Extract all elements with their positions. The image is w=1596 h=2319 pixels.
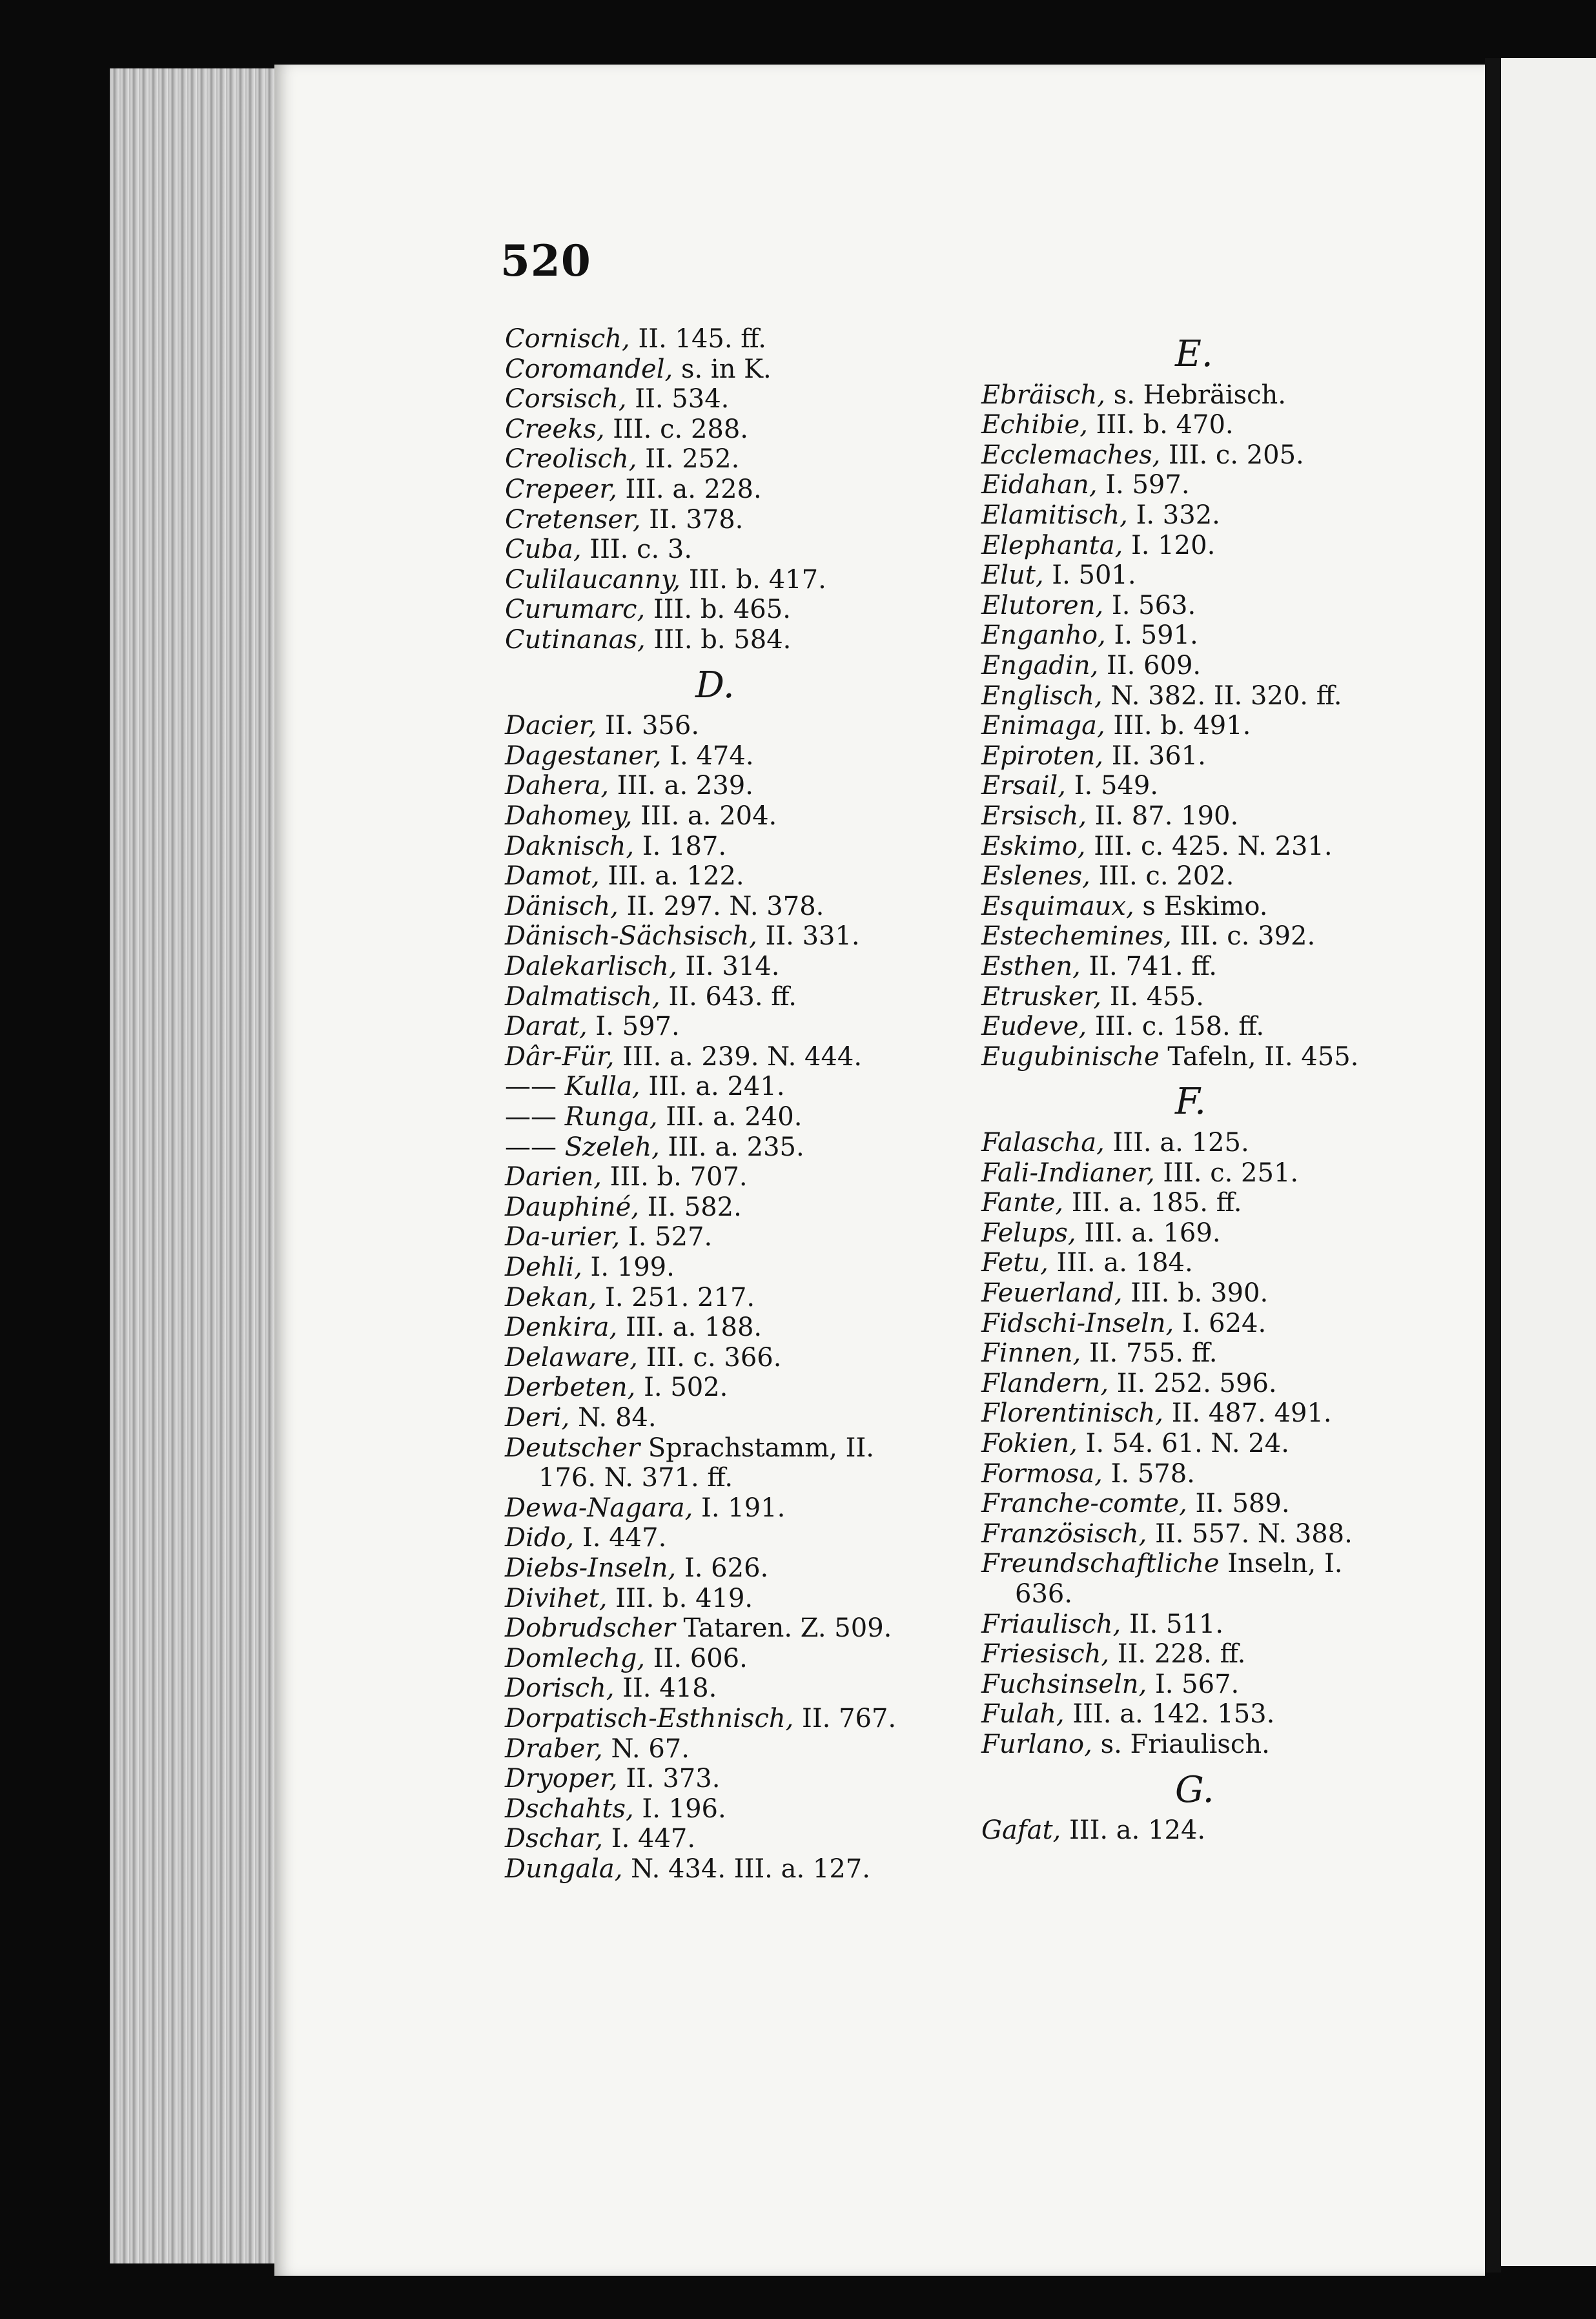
index-term: Engadin, bbox=[981, 651, 1099, 680]
index-term: Esquimaux, bbox=[981, 891, 1134, 921]
book-page-edges bbox=[110, 68, 281, 2263]
index-entry bbox=[981, 620, 1198, 650]
index-entry bbox=[981, 591, 1196, 620]
index-reference: III. c. 392. bbox=[1180, 921, 1316, 952]
index-reference: Tataren. Z. 509. bbox=[683, 1613, 892, 1644]
index-reference: II. 314. bbox=[685, 952, 780, 981]
index-reference: III. a. 235. bbox=[668, 1132, 804, 1162]
index-entry bbox=[505, 1132, 804, 1162]
index-term: Freundschaftliche bbox=[981, 1549, 1220, 1579]
index-reference: II. 741. ff. bbox=[1089, 952, 1217, 981]
index-entry bbox=[981, 470, 1190, 500]
index-reference: II. 418. bbox=[622, 1673, 717, 1704]
index-entry bbox=[981, 892, 1267, 921]
index-reference: III. b. 491. bbox=[1113, 711, 1251, 741]
index-reference: II. 487. 491. bbox=[1171, 1398, 1332, 1429]
index-reference: III. a. 240. bbox=[666, 1102, 803, 1132]
index-term: Ebräisch, bbox=[981, 380, 1105, 410]
index-entry bbox=[505, 1343, 781, 1373]
index-term: Eskimo, bbox=[981, 831, 1086, 861]
index-reference: III. a. 142. 153. bbox=[1072, 1699, 1275, 1730]
index-term: Creeks, bbox=[505, 414, 605, 444]
index-term: Eudeve, bbox=[981, 1012, 1087, 1042]
index-entry bbox=[981, 1012, 1264, 1041]
index-entry bbox=[505, 1794, 726, 1824]
index-term: Dâr-Für, bbox=[505, 1041, 615, 1072]
index-reference: II. 228. ff. bbox=[1117, 1639, 1246, 1670]
index-reference: s. in K. bbox=[680, 354, 772, 384]
index-reference: II. 609. bbox=[1107, 651, 1202, 680]
index-reference: III. b. 707. bbox=[609, 1162, 748, 1192]
index-term: Eugubinische bbox=[981, 1041, 1160, 1072]
index-reference: I. 191. bbox=[701, 1493, 786, 1523]
index-reference: III. a. 241. bbox=[648, 1072, 785, 1102]
index-reference: III. b. 470. bbox=[1096, 410, 1234, 440]
index-term: Runga, bbox=[564, 1102, 658, 1132]
index-reference: N. 67. bbox=[611, 1733, 690, 1764]
index-entry bbox=[981, 1579, 1072, 1609]
index-term: Coromandel, bbox=[505, 354, 673, 384]
index-entry bbox=[505, 1764, 720, 1793]
index-entry bbox=[505, 1373, 728, 1402]
index-term: Französisch, bbox=[981, 1518, 1147, 1549]
index-reference: I. 199. bbox=[590, 1252, 675, 1282]
index-reference: I. 597. bbox=[1105, 470, 1190, 500]
index-entry bbox=[981, 440, 1304, 470]
index-entry bbox=[505, 1644, 748, 1673]
index-reference: III. a. 228. bbox=[625, 475, 762, 504]
index-term: Elut, bbox=[981, 560, 1044, 591]
index-reference: II. 252. 596. bbox=[1116, 1368, 1277, 1398]
index-term: Dauphiné, bbox=[505, 1192, 639, 1222]
index-entry bbox=[505, 892, 824, 921]
index-entry bbox=[505, 1854, 870, 1884]
index-reference: III. b. 390. bbox=[1130, 1278, 1269, 1308]
index-reference: III. b. 465. bbox=[653, 595, 791, 625]
index-reference: III. c. 366. bbox=[646, 1342, 782, 1373]
index-reference: III. c. 3. bbox=[589, 535, 693, 565]
index-term: Falascha, bbox=[981, 1128, 1105, 1158]
index-term: Dryoper, bbox=[505, 1764, 618, 1794]
index-reference: III. b. 417. bbox=[688, 564, 826, 595]
index-entry bbox=[981, 531, 1215, 560]
index-entry bbox=[505, 1613, 892, 1643]
index-term: Flandern, bbox=[981, 1368, 1109, 1398]
index-entry bbox=[505, 595, 791, 624]
index-term: Denkira, bbox=[505, 1313, 618, 1343]
index-entry bbox=[505, 1493, 785, 1523]
index-entry bbox=[505, 625, 791, 655]
index-term: Dorpatisch-Esthnisch, bbox=[505, 1704, 794, 1733]
index-term: Dagestaner, bbox=[505, 741, 662, 771]
index-reference: II. 534. bbox=[635, 384, 730, 414]
index-term: Friesisch, bbox=[981, 1639, 1110, 1670]
index-entry bbox=[981, 1459, 1195, 1489]
facing-page-strip bbox=[1501, 58, 1596, 2266]
page-number: 520 bbox=[500, 236, 591, 286]
index-term: Crepeer, bbox=[505, 475, 617, 504]
index-reference: III. a. 124. bbox=[1069, 1815, 1206, 1846]
index-entry bbox=[981, 771, 1158, 801]
index-term: Estechemines, bbox=[981, 921, 1172, 952]
index-term: Englisch, bbox=[981, 680, 1103, 711]
index-entry bbox=[981, 1128, 1249, 1158]
index-term: Formosa, bbox=[981, 1458, 1103, 1489]
index-reference: I. 567. bbox=[1154, 1669, 1240, 1699]
index-reference: III. b. 584. bbox=[653, 625, 792, 655]
index-entry bbox=[981, 1639, 1245, 1669]
index-entry bbox=[505, 1102, 802, 1132]
index-term: Culilaucanny, bbox=[505, 564, 681, 595]
index-term: Dänisch-Sächsisch, bbox=[505, 921, 757, 952]
index-entry bbox=[505, 952, 779, 981]
index-reference: III. a. 169. bbox=[1084, 1218, 1221, 1248]
index-entry bbox=[505, 324, 766, 354]
index-reference: III. a. 184. bbox=[1056, 1248, 1193, 1278]
index-reference: III. a. 185. ff. bbox=[1071, 1188, 1242, 1218]
index-reference: II. 378. bbox=[649, 504, 744, 535]
index-reference: I. 578. bbox=[1110, 1458, 1195, 1489]
index-reference: II. 582. bbox=[647, 1192, 742, 1222]
index-entry bbox=[981, 861, 1234, 891]
index-reference: Tafeln, II. 455. bbox=[1167, 1041, 1359, 1072]
index-term: Finnen, bbox=[981, 1338, 1081, 1369]
index-term: Dewa-Nagara, bbox=[505, 1493, 693, 1523]
index-term: Dehli, bbox=[505, 1252, 582, 1282]
index-reference: I. 549. bbox=[1074, 771, 1159, 801]
index-term: Darat, bbox=[505, 1012, 588, 1042]
index-entry bbox=[981, 952, 1217, 981]
section-letter-heading: E. bbox=[1175, 333, 1213, 375]
index-reference: I. 332. bbox=[1136, 500, 1220, 530]
index-term: Domlechg, bbox=[505, 1643, 646, 1673]
index-entry bbox=[981, 982, 1204, 1012]
index-reference: I. 563. bbox=[1111, 590, 1196, 620]
index-term: Dschar, bbox=[505, 1824, 604, 1854]
index-reference: II. 643. ff. bbox=[668, 981, 797, 1012]
section-letter-heading: G. bbox=[1175, 1768, 1214, 1811]
index-entry bbox=[981, 1549, 1343, 1578]
index-entry bbox=[505, 1252, 675, 1282]
index-entry bbox=[981, 1815, 1205, 1845]
index-reference: II. 87. 190. bbox=[1094, 801, 1239, 831]
index-entry bbox=[505, 1192, 742, 1222]
index-entry bbox=[505, 921, 860, 951]
index-reference: II. 767. bbox=[802, 1704, 897, 1733]
index-reference: III. a. 122. bbox=[608, 861, 744, 892]
index-reference: I. 624. bbox=[1182, 1308, 1267, 1338]
index-entry bbox=[505, 1433, 874, 1463]
index-entry bbox=[981, 380, 1286, 410]
index-term: Damot, bbox=[505, 861, 600, 892]
index-term: Curumarc, bbox=[505, 595, 646, 625]
index-term: Dobrudscher bbox=[505, 1613, 675, 1644]
index-term: Gafat, bbox=[981, 1815, 1061, 1846]
index-entry bbox=[505, 832, 726, 861]
index-term: Dahera, bbox=[505, 771, 609, 801]
index-reference: I. 196. bbox=[642, 1793, 726, 1824]
index-reference: II. 297. N. 378. bbox=[626, 891, 824, 921]
index-reference: Sprachstamm, II. bbox=[648, 1433, 874, 1463]
index-reference: III. a. 239. N. 444. bbox=[622, 1041, 863, 1072]
index-reference: III. c. 205. bbox=[1169, 440, 1304, 470]
index-entry bbox=[981, 1338, 1217, 1368]
index-reference: II. 511. bbox=[1129, 1609, 1224, 1639]
index-entry bbox=[505, 354, 772, 384]
index-term: Dahomey, bbox=[505, 801, 633, 831]
index-term: Darien, bbox=[505, 1162, 602, 1192]
ditto-dash: —— bbox=[505, 1072, 565, 1102]
index-entry bbox=[505, 1463, 733, 1493]
index-entry bbox=[505, 414, 748, 444]
index-entry bbox=[981, 681, 1342, 711]
index-reference: II. 361. bbox=[1111, 741, 1206, 771]
index-reference: I. 501. bbox=[1052, 560, 1136, 591]
index-term: Creolisch, bbox=[505, 444, 637, 475]
index-reference: III. c. 202. bbox=[1098, 861, 1234, 892]
index-entry bbox=[505, 982, 797, 1012]
index-entry bbox=[981, 1278, 1268, 1308]
index-reference: s Eskimo. bbox=[1142, 891, 1268, 921]
index-term: Eslenes, bbox=[981, 861, 1090, 892]
index-term: Elamitisch, bbox=[981, 500, 1128, 530]
index-entry bbox=[981, 1609, 1223, 1639]
index-reference: I. 251. 217. bbox=[605, 1282, 755, 1313]
index-reference: II. 606. bbox=[653, 1643, 748, 1673]
index-term: Epiroten, bbox=[981, 741, 1104, 771]
index-term: Dalmatisch, bbox=[505, 981, 660, 1012]
index-term: Friaulisch, bbox=[981, 1609, 1121, 1639]
index-reference: I. 447. bbox=[582, 1523, 667, 1553]
index-term: Etrusker, bbox=[981, 981, 1102, 1012]
index-term: Fidschi-Inseln, bbox=[981, 1308, 1174, 1338]
index-entry bbox=[981, 801, 1238, 831]
index-reference: I. 474. bbox=[670, 741, 754, 771]
index-term: Fuchsinseln, bbox=[981, 1669, 1147, 1699]
index-entry bbox=[981, 741, 1206, 771]
index-term: Dacier, bbox=[505, 711, 597, 741]
index-reference: I. 54. 61. N. 24. bbox=[1085, 1429, 1289, 1458]
index-term: Divihet, bbox=[505, 1583, 608, 1613]
index-reference: II. 373. bbox=[626, 1764, 721, 1794]
index-entry bbox=[505, 1734, 690, 1764]
index-reference: III. a. 125. bbox=[1112, 1128, 1249, 1158]
index-entry bbox=[981, 1699, 1274, 1729]
ditto-dash: —— bbox=[505, 1102, 565, 1132]
index-reference: III. c. 288. bbox=[613, 414, 749, 444]
index-entry bbox=[505, 741, 754, 771]
index-reference: II. 252. bbox=[645, 444, 740, 475]
index-term: Cornisch, bbox=[505, 324, 630, 354]
ditto-dash: —— bbox=[505, 1132, 565, 1162]
index-term: Szeleh, bbox=[564, 1132, 660, 1162]
index-entry bbox=[505, 1704, 896, 1733]
index-reference: I. 120. bbox=[1131, 530, 1216, 560]
index-entry bbox=[505, 1283, 755, 1313]
index-term: Cuba, bbox=[505, 535, 582, 565]
index-entry bbox=[981, 1670, 1239, 1699]
index-entry bbox=[505, 535, 692, 564]
index-reference: I. 447. bbox=[611, 1824, 696, 1854]
index-reference: Inseln, I. bbox=[1227, 1549, 1343, 1579]
section-letter-heading: D. bbox=[695, 664, 735, 706]
index-entry bbox=[505, 1523, 666, 1553]
index-entry bbox=[505, 801, 777, 831]
index-reference: II. 331. bbox=[765, 921, 860, 952]
index-term: Furlano, bbox=[981, 1730, 1092, 1759]
index-term: Esthen, bbox=[981, 952, 1081, 981]
index-term: Fali-Indianer, bbox=[981, 1158, 1155, 1188]
index-reference: 636. bbox=[1015, 1579, 1073, 1609]
index-term: Dido, bbox=[505, 1523, 575, 1553]
index-entry bbox=[505, 1403, 657, 1433]
index-entry bbox=[981, 1158, 1298, 1188]
index-term: Cretenser, bbox=[505, 504, 641, 535]
index-term: Fulah, bbox=[981, 1699, 1065, 1730]
index-term: Enganho, bbox=[981, 620, 1106, 651]
index-term: Felups, bbox=[981, 1218, 1076, 1248]
index-term: Dschahts, bbox=[505, 1793, 634, 1824]
index-reference: II. 557. N. 388. bbox=[1155, 1518, 1353, 1549]
index-entry bbox=[981, 1218, 1221, 1248]
index-term: Elutoren, bbox=[981, 590, 1104, 620]
index-entry bbox=[505, 1012, 680, 1041]
index-term: Dalekarlisch, bbox=[505, 952, 677, 981]
index-term: Eidahan, bbox=[981, 470, 1098, 500]
index-term: Dungala, bbox=[505, 1854, 623, 1884]
index-entry bbox=[505, 565, 826, 595]
index-reference: I. 502. bbox=[644, 1373, 728, 1403]
index-term: Ersail, bbox=[981, 771, 1066, 801]
index-reference: III. c. 158. ff. bbox=[1094, 1012, 1265, 1042]
index-term: Fokien, bbox=[981, 1429, 1078, 1458]
index-term: Deutscher bbox=[505, 1433, 640, 1463]
index-entry bbox=[505, 711, 699, 741]
index-entry bbox=[505, 1072, 785, 1101]
index-reference: II. 755. ff. bbox=[1089, 1338, 1218, 1369]
index-term: Ecclemaches, bbox=[981, 440, 1161, 470]
index-entry bbox=[981, 1489, 1290, 1518]
index-entry bbox=[981, 1398, 1332, 1428]
index-term: Elephanta, bbox=[981, 530, 1123, 560]
index-term: Dekan, bbox=[505, 1282, 597, 1313]
index-term: Kulla, bbox=[564, 1072, 640, 1102]
index-reference: N. 84. bbox=[578, 1403, 657, 1433]
index-term: Dänisch, bbox=[505, 891, 619, 921]
index-entry bbox=[505, 771, 753, 801]
index-entry bbox=[981, 1730, 1270, 1759]
index-entry bbox=[505, 444, 739, 474]
index-reference: II. 589. bbox=[1195, 1489, 1290, 1519]
index-term: Corsisch, bbox=[505, 384, 627, 414]
index-reference: III. b. 419. bbox=[615, 1583, 753, 1613]
index-reference: III. c. 425. N. 231. bbox=[1094, 831, 1333, 861]
index-entry bbox=[981, 1519, 1353, 1549]
page-gutter bbox=[1485, 58, 1501, 2273]
index-term: Echibie, bbox=[981, 410, 1088, 440]
index-term: Deri, bbox=[505, 1403, 570, 1433]
index-entry bbox=[505, 1042, 862, 1072]
index-term: Fetu, bbox=[981, 1248, 1049, 1278]
index-term: Fante, bbox=[981, 1188, 1064, 1218]
index-entry bbox=[981, 560, 1136, 590]
paper-page bbox=[274, 65, 1485, 2276]
index-entry bbox=[505, 1553, 768, 1583]
index-reference: I. 187. bbox=[642, 831, 727, 861]
index-entry bbox=[981, 711, 1251, 741]
index-entry bbox=[981, 1042, 1358, 1072]
index-reference: I. 626. bbox=[684, 1553, 769, 1583]
index-term: Ersisch, bbox=[981, 801, 1087, 831]
index-reference: II. 145. ff. bbox=[638, 324, 767, 354]
index-entry bbox=[505, 861, 744, 891]
index-entry bbox=[505, 384, 729, 414]
index-reference: I. 527. bbox=[628, 1222, 713, 1252]
index-term: Feuerland, bbox=[981, 1278, 1123, 1308]
index-term: Daknisch, bbox=[505, 831, 635, 861]
index-entry bbox=[981, 1369, 1277, 1398]
index-term: Dorisch, bbox=[505, 1673, 615, 1704]
index-entry bbox=[981, 1188, 1242, 1218]
index-reference: N. 434. III. a. 127. bbox=[631, 1854, 870, 1884]
index-reference: III. a. 188. bbox=[625, 1313, 762, 1343]
index-term: Derbeten, bbox=[505, 1373, 636, 1403]
index-entry bbox=[505, 1162, 748, 1192]
section-letter-heading: F. bbox=[1175, 1081, 1206, 1123]
index-reference: II. 356. bbox=[604, 711, 700, 741]
index-term: Florentinisch, bbox=[981, 1398, 1164, 1429]
index-reference: 176. N. 371. ff. bbox=[538, 1463, 733, 1493]
index-reference: I. 591. bbox=[1114, 620, 1198, 651]
index-entry bbox=[981, 410, 1234, 440]
index-entry bbox=[505, 1222, 712, 1252]
index-reference: I. 597. bbox=[595, 1012, 680, 1042]
index-entry bbox=[505, 1824, 695, 1854]
index-reference: III. a. 204. bbox=[640, 801, 777, 831]
index-entry bbox=[981, 1429, 1289, 1458]
index-term: Cutinanas, bbox=[505, 625, 646, 655]
index-reference: III. a. 239. bbox=[617, 771, 753, 801]
index-entry bbox=[505, 475, 762, 504]
index-entry bbox=[981, 832, 1333, 861]
index-term: Franche-comte, bbox=[981, 1489, 1187, 1519]
index-entry bbox=[505, 1584, 753, 1613]
index-entry bbox=[981, 921, 1315, 951]
index-reference: N. 382. II. 320. ff. bbox=[1110, 680, 1342, 711]
index-entry bbox=[505, 1313, 762, 1342]
index-entry bbox=[505, 505, 743, 535]
index-term: Draber, bbox=[505, 1733, 603, 1764]
index-term: Diebs-Inseln, bbox=[505, 1553, 677, 1583]
index-entry bbox=[505, 1673, 717, 1703]
index-term: Da-urier, bbox=[505, 1222, 620, 1252]
index-entry bbox=[981, 500, 1220, 530]
index-term: Enimaga, bbox=[981, 711, 1105, 741]
index-term: Delaware, bbox=[505, 1342, 638, 1373]
index-entry bbox=[981, 651, 1201, 680]
index-reference: II. 455. bbox=[1109, 981, 1204, 1012]
index-reference: s. Hebräisch. bbox=[1113, 380, 1286, 410]
index-entry bbox=[981, 1309, 1266, 1338]
index-entry bbox=[981, 1248, 1193, 1278]
index-reference: s. Friaulisch. bbox=[1100, 1730, 1270, 1759]
index-reference: III. c. 251. bbox=[1163, 1158, 1299, 1188]
